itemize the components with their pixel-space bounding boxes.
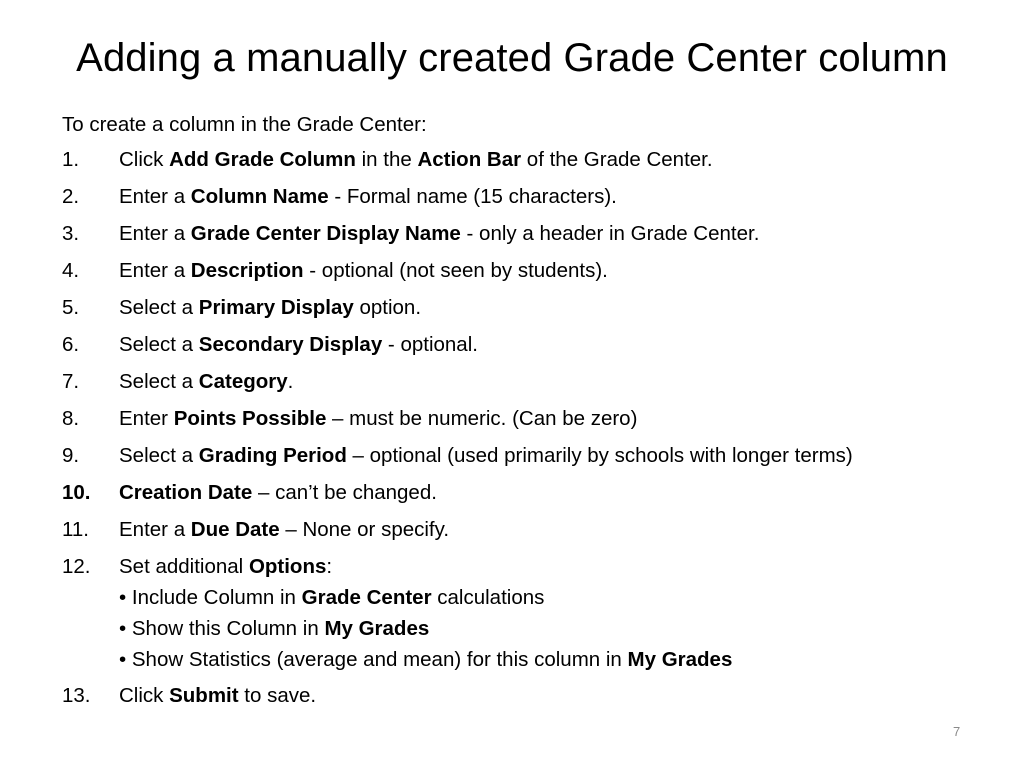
step-text: Enter a Column Name - Formal name (15 characters).: [119, 185, 617, 208]
step-text: Select a Grading Period – optional (used primarily by schools with longer terms): [119, 444, 853, 467]
step-number: 13.: [62, 684, 91, 707]
option-bullet: • Show this Column in My Grades: [119, 617, 430, 640]
step-text: Click Add Grade Column in the Action Bar of the Grade Center.: [119, 148, 713, 171]
step-text: Select a Category.: [119, 370, 294, 393]
page-number: 7: [953, 724, 961, 739]
option-bullet: • Show Statistics (average and mean) for this column in My Grades: [119, 648, 733, 671]
step-number: 11.: [62, 518, 89, 541]
step-number: 9.: [62, 444, 80, 467]
step-text: Creation Date – can’t be changed.: [119, 481, 437, 504]
list-item-step-12: [62, 554, 982, 674]
step-number: 8.: [62, 407, 80, 430]
step-text: Select a Primary Display option.: [119, 296, 422, 319]
slide-title: Adding a manually created Grade Center column: [76, 36, 948, 80]
step-text: Click Submit to save.: [119, 684, 317, 707]
intro-text: To create a column in the Grade Center:: [62, 113, 427, 136]
step-text: Enter a Grade Center Display Name - only a header in Grade Center.: [119, 222, 760, 245]
step-text: Enter a Due Date – None or specify.: [119, 518, 450, 541]
step-number: 6.: [62, 333, 80, 356]
step-number: 3.: [62, 222, 80, 245]
option-bullet: • Include Column in Grade Center calculations: [119, 586, 545, 609]
step-number: 4.: [62, 259, 80, 282]
step-number: 10.: [62, 481, 91, 504]
step-text: Select a Secondary Display - optional.: [119, 333, 478, 356]
step-number: 12.: [62, 555, 91, 578]
step-number: 5.: [62, 296, 80, 319]
step-number: 2.: [62, 185, 80, 208]
step-number: 7.: [62, 370, 80, 393]
step-text: Set additional Options:: [119, 555, 333, 578]
step-number: 1.: [62, 148, 80, 171]
step-text: Enter a Description - optional (not seen by students).: [119, 259, 608, 282]
step-text: Enter Points Possible – must be numeric. (Can be zero): [119, 407, 638, 430]
